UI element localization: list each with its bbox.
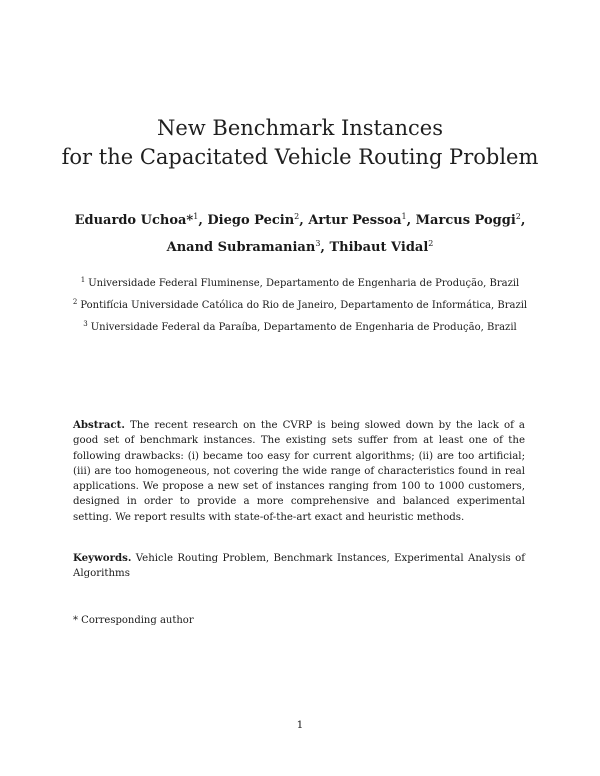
abstract-heading: Abstract. (73, 419, 125, 431)
affiliation-mark: 1 (193, 212, 199, 221)
author-name: Artur Pessoa (308, 213, 402, 228)
affiliation-mark: 2 (515, 212, 521, 221)
title-line-2: for the Capacitated Vehicle Routing Problem (61, 145, 539, 169)
author-name: Thibaut Vidal (329, 240, 429, 255)
title-line-1: New Benchmark Instances (156, 116, 444, 140)
footnote: * Corresponding author (73, 615, 194, 626)
author-name: Anand Subramanian (166, 240, 316, 255)
affiliation-item (0, 315, 600, 337)
author-name: Marcus Poggi (415, 213, 516, 228)
affiliation-mark: 2 (428, 239, 434, 248)
affiliation-mark: 3 (83, 320, 88, 328)
abstract (73, 418, 525, 525)
abstract-text: The recent research on the CVRP is being slowed down by the lack of a good set of benchmark instances. The existing sets suffer from at least one of the following drawbacks: (i) became too easy for current algorithms; (ii) are too artificial; (iii) are too homogeneous, not covering the wide range of characteristics found in real applications. We propose a new set of instances ranging from 100 to 1000 customers, designed in order to provide a more comprehensive and balanced experimental setting. We report results with state-of-the-art exact and heuristic methods. (73, 420, 525, 523)
affiliation-text: Universidade Federal da Paraíba, Departamento de Engenharia de Produção, Brazil (90, 322, 517, 333)
keywords-text: Vehicle Routing Problem, Benchmark Instances, Experimental Analysis of Algorithms (73, 553, 525, 580)
keywords (73, 551, 525, 582)
affiliation-text: Pontifícia Universidade Católica do Rio de Janeiro, Departamento de Informática, Brazil (80, 300, 528, 311)
author-separator: , (198, 213, 208, 228)
author-name: Diego Pecin (207, 213, 295, 228)
author-name: Eduardo Uchoa* (74, 213, 194, 228)
affiliation-mark: 1 (80, 276, 86, 284)
author-separator: , (299, 213, 309, 228)
affiliation-item (0, 271, 600, 293)
affiliation-item (0, 293, 600, 315)
affiliation-mark: 3 (315, 239, 321, 248)
affiliation-text: Universidade Federal Fluminense, Departamento de Engenharia de Produção, Brazil (88, 278, 520, 289)
affiliation-list (0, 271, 600, 337)
author-line-2 (0, 232, 600, 259)
affiliation-mark: 2 (294, 212, 300, 221)
page-number: 1 (296, 719, 304, 731)
paper-title (0, 114, 600, 172)
author-separator: , (520, 213, 526, 228)
author-separator: , (406, 213, 416, 228)
keywords-heading: Keywords. (73, 552, 132, 564)
affiliation-mark: 1 (401, 212, 407, 221)
author-list (0, 205, 600, 259)
author-line-1 (0, 205, 600, 232)
affiliation-mark: 2 (72, 298, 78, 306)
author-separator: , (320, 240, 330, 255)
